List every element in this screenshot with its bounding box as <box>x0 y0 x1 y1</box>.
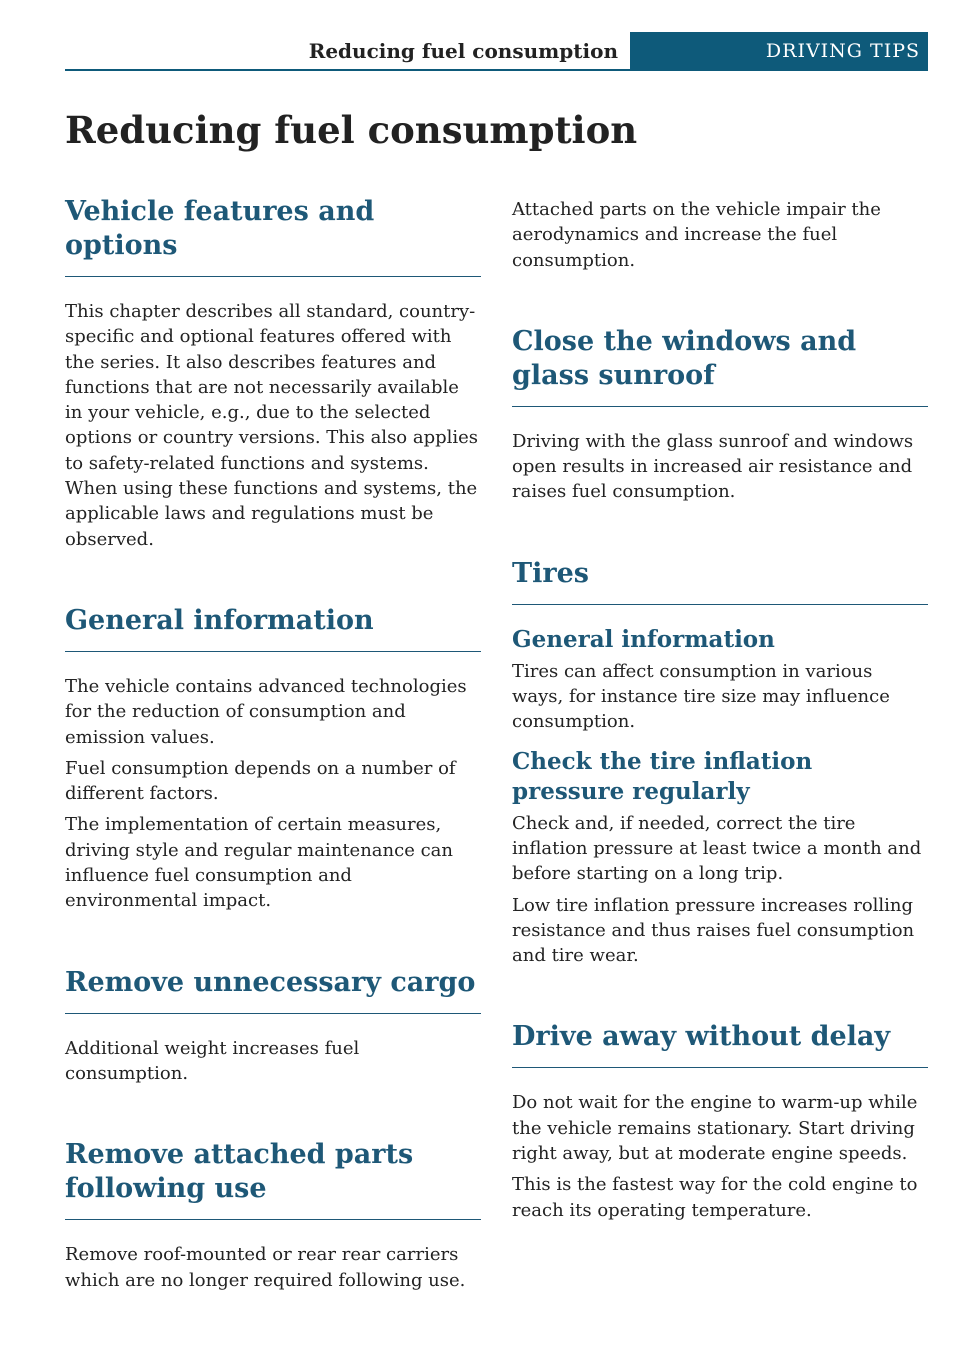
page-title: Reducing fuel consumption <box>65 108 638 152</box>
heading-tires-general: General information <box>512 625 775 653</box>
heading-drive-away: Drive away without delay <box>512 1020 928 1068</box>
left-column <box>65 195 481 1293</box>
close-windows-body: Driving with the glass sunroof and windows open results in increased air resistance and raises fuel consumption. <box>512 430 914 503</box>
tires-general-body: Tires can affect consumption in various ways, for instance tire size may influence consumption. <box>512 660 890 733</box>
header-section-title: Reducing fuel consumption <box>308 39 618 63</box>
general-information-p3: The implementation of certain measures, driving style and regular maintenance can influence fuel consumption and environmental impact. <box>65 814 453 912</box>
heading-general-information: General information <box>65 604 481 652</box>
heading-tire-pressure: Check the tire inflation pressure regularly <box>512 747 813 805</box>
heading-remove-parts: Remove attached parts following use <box>65 1138 481 1220</box>
header-chapter-tab: DRIVING TIPS <box>630 32 928 71</box>
remove-parts-body: Remove roof-mounted or rear rear carriers which are no longer required following use. <box>65 1244 466 1291</box>
heading-remove-cargo: Remove unnecessary cargo <box>65 966 481 1014</box>
general-information-p1: The vehicle contains advanced technologies for the reduction of consumption and emission values. <box>65 675 467 748</box>
heading-vehicle-features: Vehicle features and options <box>65 195 481 277</box>
drive-away-p2: This is the fastest way for the cold engine to reach its operating temperature. <box>512 1174 918 1221</box>
header-rule <box>65 69 630 71</box>
tire-pressure-p1: Check and, if needed, correct the tire inflation pressure at least twice a month and before starting on a long trip. <box>512 812 922 885</box>
remove-cargo-body: Additional weight increases fuel consumption. <box>65 1037 360 1084</box>
general-information-p2: Fuel consumption depends on a number of different factors. <box>65 757 456 805</box>
drive-away-p1: Do not wait for the engine to warm-up while the vehicle remains stationary. Start driving right away, but at moderate engine speeds. <box>512 1092 918 1165</box>
page-header <box>65 32 928 71</box>
heading-close-windows: Close the windows and glass sunroof <box>512 325 928 407</box>
attached-parts-continued: Attached parts on the vehicle impair the aerodynamics and increase the fuel consumption. <box>512 199 881 271</box>
vehicle-features-body: This chapter describes all standard, country-specific and optional features offered with the series. It also describes features and functions that are not necessarily available in your vehicle, e.g., due to the selected options or country versions. This also applies to safety-related functions and systems. When using these functions and systems, the applicable laws and regulations must be observed. <box>65 301 479 550</box>
right-column <box>512 195 928 1223</box>
heading-tires: Tires <box>512 557 928 605</box>
tire-pressure-p2: Low tire inflation pressure increases rolling resistance and thus raises fuel consumption and tire wear. <box>512 894 915 967</box>
